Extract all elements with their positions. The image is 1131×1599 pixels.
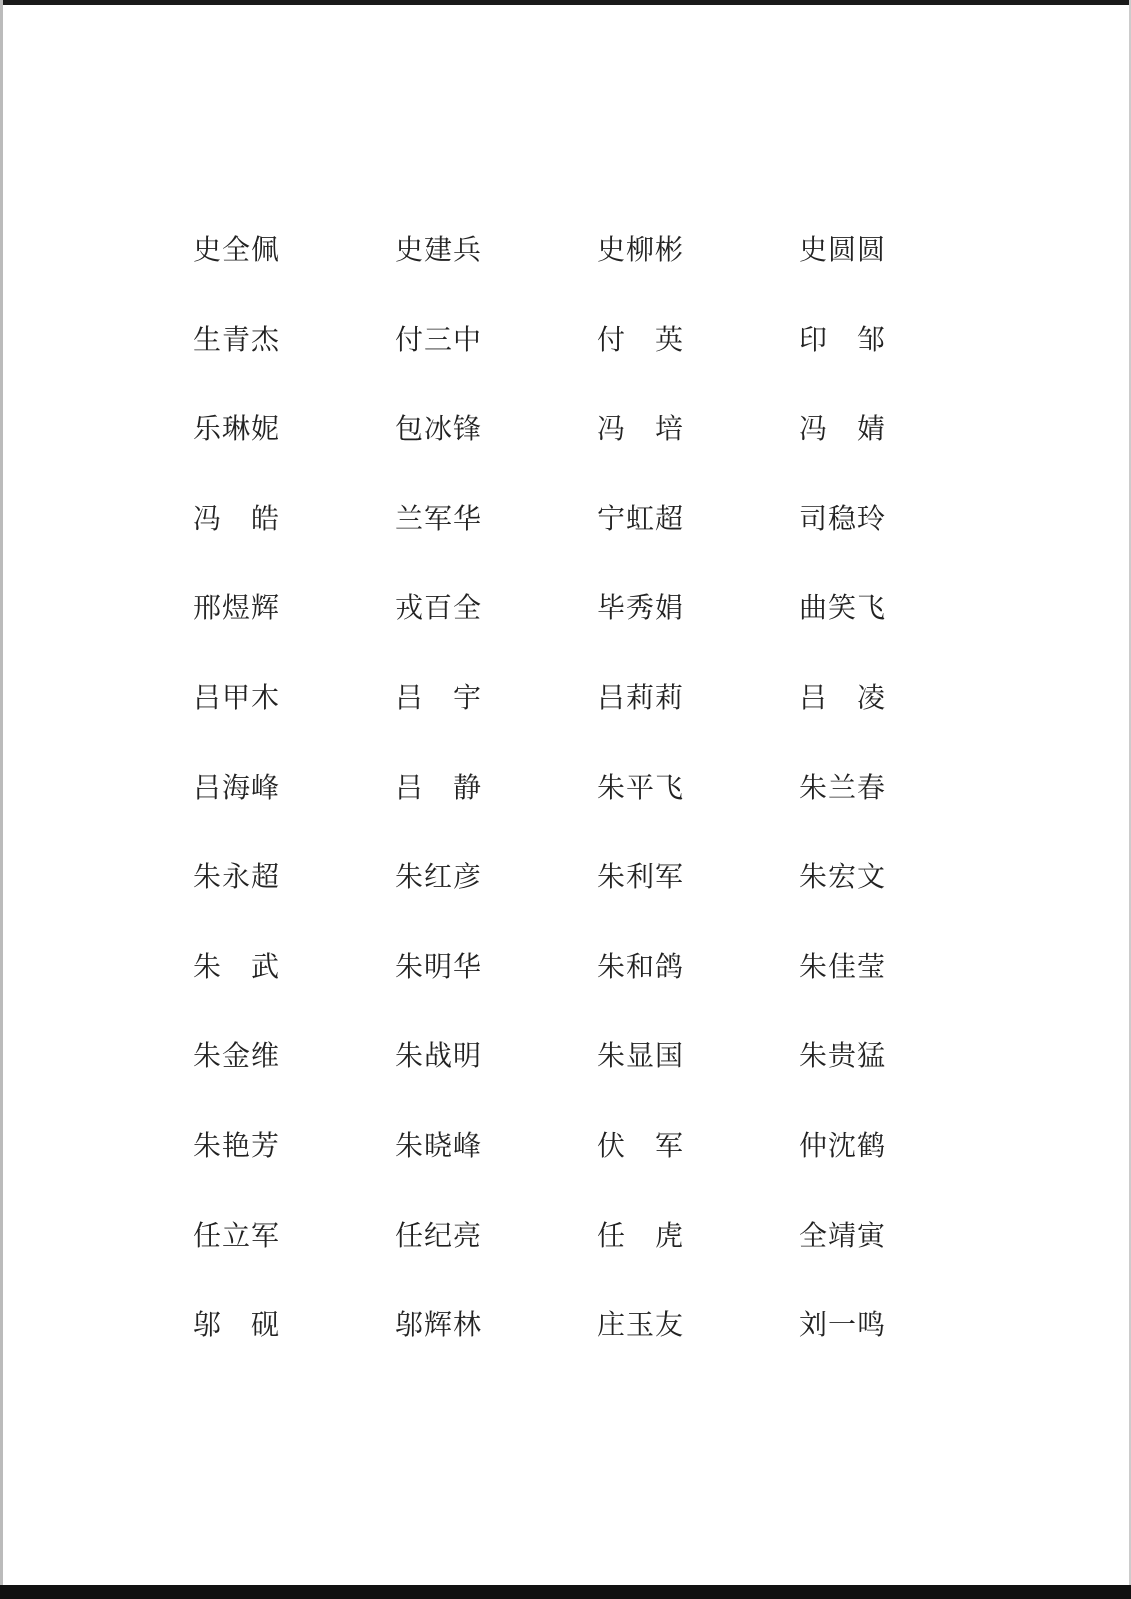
name-entry: 朱宏文 <box>799 860 887 894</box>
scan-edge-left <box>0 0 3 1599</box>
name-entry: 史柳彬 <box>597 233 685 266</box>
name-entry: 史建兵 <box>395 233 483 266</box>
scan-edge-bottom <box>0 1585 1131 1599</box>
name-entry: 朱战明 <box>395 1039 483 1073</box>
name-entry: 朱利军 <box>597 860 685 894</box>
name-entry: 任 虎 <box>597 1218 685 1252</box>
name-entry: 曲笑飞 <box>799 591 887 625</box>
name-entry: 朱平飞 <box>597 770 685 804</box>
name-entry: 付 英 <box>597 322 685 356</box>
name-entry: 朱和鸽 <box>597 949 685 983</box>
name-entry: 生青杰 <box>193 322 281 356</box>
name-entry: 冯 婧 <box>799 412 887 446</box>
name-entry: 仲沈鹤 <box>799 1128 887 1162</box>
name-entry: 邢煜辉 <box>193 591 281 625</box>
name-entry: 毕秀娟 <box>597 591 685 625</box>
name-list <box>193 230 1001 1395</box>
name-entry: 史圆圆 <box>799 233 887 266</box>
name-entry: 任纪亮 <box>395 1218 483 1252</box>
name-entry: 戎百全 <box>395 591 483 625</box>
name-entry: 冯 皓 <box>193 501 281 535</box>
name-entry: 全靖寅 <box>799 1218 887 1252</box>
name-entry: 吕 宇 <box>395 680 483 714</box>
name-entry: 朱艳芳 <box>193 1128 281 1162</box>
name-entry: 兰军华 <box>395 501 483 535</box>
name-entry: 朱金维 <box>193 1039 281 1073</box>
name-entry: 朱显国 <box>597 1039 685 1073</box>
name-entry: 吕 凌 <box>799 680 887 714</box>
name-entry: 朱红彦 <box>395 860 483 894</box>
name-entry: 宁虹超 <box>597 501 685 535</box>
name-entry: 朱晓峰 <box>395 1128 483 1162</box>
name-entry: 朱佳莹 <box>799 949 887 983</box>
scan-edge-top <box>0 0 1131 5</box>
name-entry: 吕莉莉 <box>597 680 685 714</box>
name-entry: 朱贵猛 <box>799 1039 887 1073</box>
name-entry: 印 邹 <box>799 322 887 356</box>
name-entry: 吕甲木 <box>193 680 281 714</box>
name-entry: 包冰锋 <box>395 412 483 446</box>
name-entry: 乐琳妮 <box>193 412 281 446</box>
name-entry: 邬 砚 <box>193 1308 281 1342</box>
name-entry: 任立军 <box>193 1218 281 1252</box>
name-entry: 冯 培 <box>597 412 685 446</box>
name-entry: 朱兰春 <box>799 770 887 804</box>
name-entry: 朱永超 <box>193 860 281 894</box>
name-entry: 刘一鸣 <box>799 1308 887 1342</box>
name-entry: 吕 静 <box>395 770 483 804</box>
name-entry: 吕海峰 <box>193 770 281 804</box>
name-entry: 朱 武 <box>193 949 281 983</box>
name-entry: 邬辉林 <box>395 1308 483 1342</box>
name-entry: 司稳玲 <box>799 501 887 535</box>
name-entry: 伏 军 <box>597 1128 685 1162</box>
name-entry: 付三中 <box>395 322 483 356</box>
name-entry: 朱明华 <box>395 949 483 983</box>
name-entry: 史全佩 <box>193 233 281 266</box>
name-entry: 庄玉友 <box>597 1308 685 1342</box>
